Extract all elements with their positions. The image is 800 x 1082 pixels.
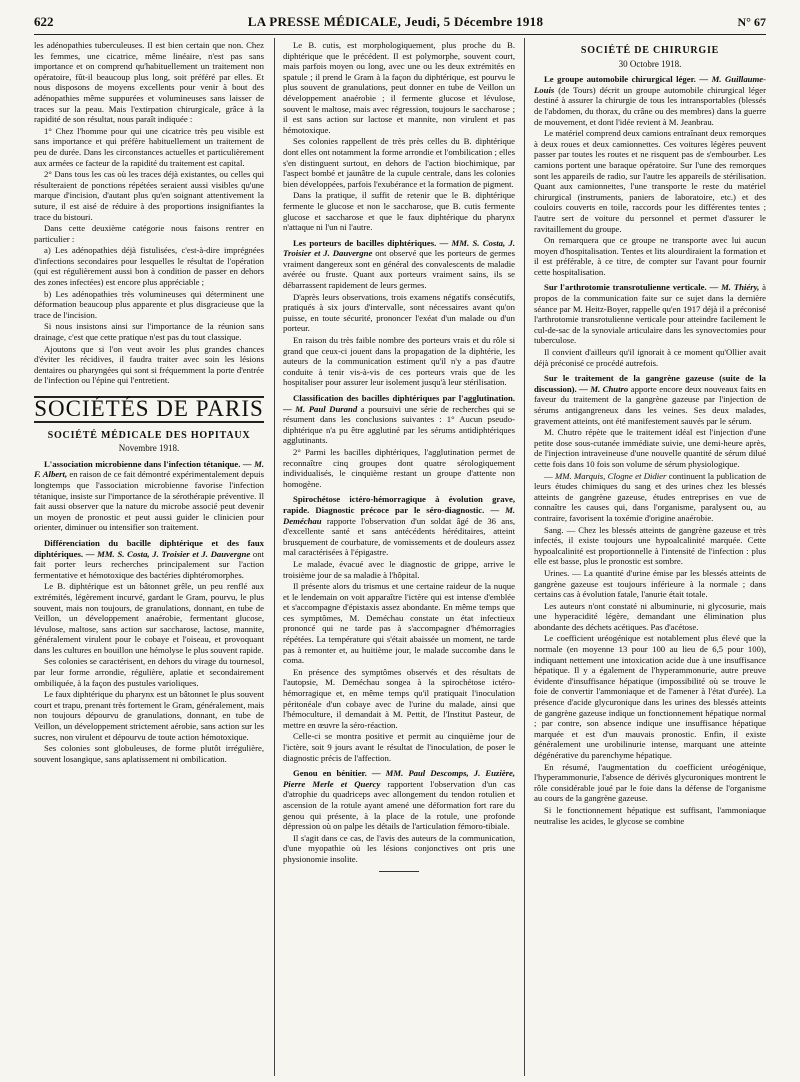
column-3 (534, 40, 766, 1076)
paragraph: Si nous insistons ainsi sur l'importance de la réunion sans drainage, c'est que cette pratique n'est pas du tout classique. (34, 321, 264, 343)
section-heading: SOCIÉTÉS DE PARIS (34, 396, 264, 421)
article-title: L'association microbienne dans l'infection tétanique. (44, 458, 241, 469)
column-2 (283, 40, 515, 1076)
society-title: SOCIÉTÉ MÉDICALE DES HOPITAUX (47, 429, 251, 441)
paragraph: 2° Parmi les bacilles diphtériques, l'agglutination permet de reconnaître cinq groupes dont quatre sérologiquement individualisés, le cinquième restant un groupe d'attente non homogène. (283, 446, 515, 489)
article-entry: Classification des bacilles diphtériques par l'agglutination. — M. Paul Durand a poursuivi une série de recherches qui se résument dans les conclusions suivantes : 1° Aucun pseudo-diphtérique n'a pu être agglutiné par les sérums antidiphtériques agglutinants. (283, 393, 515, 446)
paragraph: Sang. — Chez les blessés atteints de gangrène gazeuse et très infectés, il existe toujours une hypoalcalinité marquée. Cette hypoalcalinité est proportionnelle à l'intensité de l'infection : plus elle est basse, plus le pronostic est sombre. (534, 524, 766, 567)
paragraph: En présence des symptômes observés et des résultats de l'autopsie, M. Deméchau songea à la spirochétose ictéro-hémorragique et, en même temps qu'il pratiquait l'inoculation péritonéale d'un cobaye avec de l'urine du malade, ainsi que l'hémoculture, il demandait à M. Pettit, de l'Institut Pasteur, de mettre en œuvre la séro-réaction. (283, 666, 515, 730)
article-author: MM. S. Costa, J. Troisier et J. Dauvergne (283, 237, 515, 259)
article-entry: — MM. Marquis, Clogne et Didier continuent la publication de leurs études chimiques du sang et des urines chez les blessés atteints de gangrène gazeuse, études entreprises en vue de connaître les causes qui, dans l'organisme, paralysent ou, au contraire, favorisent la toxémie d'origine anaérobie. (534, 470, 766, 523)
paragraph: Le B. diphtérique est un bâtonnet grêle, un peu renflé aux extrémités, légèrement incurvé, gardant le Gram, pourvu, le plus souvent, mais non toujours, de granulations, donnant, en tube de Veillon, un développement anaérobie, fermentant glucose, lévulose, maltose, sans action sur saccharose, lactose, mannite, généralement virulent pour le cobaye et l'oiseau, et provoquant dans les cultures en bouillon une hémolyse le plus souvent rapide. (34, 581, 264, 655)
paragraph: Le coefficient uréogénique est notablement plus élevé que la normale (en moyenne 13 pour 100 au lieu de 6,5 pour 100), indiquant nettement une intoxication acide due à une insuffisance hépatique. Il y a également de l'hyperammonurie, autre preuve évidente d'insuffisance hépatique (impossibilité où se trouve le foie de convertir l'ammoniaque et de l'amener à l'état d'urée). La présence d'acide glycuronique dans les urines des blessés atteints de gangrène gazeuse indique un fonctionnement hépatique normal ; par contre, son absence indique une insuffisance hépatique marquée et est d'un mauvais pronostic. Enfin, il existe généralement une urobilinurie intense, marquant une atteinte dégénérative du parenchyme hépatique. (534, 633, 766, 760)
article-entry: Le groupe automobile chirurgical léger. — M. Guillaume-Louis (de Tours) décrit un groupe automobile chirurgical léger destiné à assurer la chirurgie de tous les intransportables (blessés de l'abdomen, du thorax, du crâne ou des membres) dans la guerre de mouvement, et dont l'idée revient à M. Jeanbrau. (534, 74, 766, 127)
article-text: apporte encore deux nouveaux faits en faveur du traitement de la gangrène gazeuse par l'injection de sérums antigangreneux dans les veines. Ses deux malades, gravement atteints, ont été manifestement sauvés par le sérum. (534, 383, 766, 426)
paragraph: Urines. — La quantité d'urine émise par les blessés atteints de gangrène gazeuse est toujours inférieure à la normale ; dans certains cas à évolution fatale, l'anurie était totale. (534, 567, 766, 600)
paragraph: 1° Chez l'homme pour qui une cicatrice très peu visible est sans importance et qui préfère habituellement un traitement de peu de durée. Dans les circonstances actuelles et particulièrement aux armées ce facteur de la rapidité du traitement est capital. (34, 125, 264, 168)
column-rule-1 (274, 38, 275, 1076)
society-title: SOCIÉTÉ DE CHIRURGIE (580, 45, 720, 56)
article-text: ont observé que les porteurs de germes vraiment dangereux sont en général des convalescents de maladie avérée ou fruste. Quant aux porteurs vraiment sains, ils se débarrassent rapidement de leurs germes. (283, 248, 515, 291)
article-author: M. Thiéry, (721, 282, 760, 293)
article-text: rapportent l'observation d'un cas d'atrophie du quadriceps avec allongement du tendon rotulien et ascension de la rotule ayant amené une déformation fort rare du genou qui présente, à la place de la rotule, une profonde dépression où on palpe les détails de l'articulation fémoro-tibiale. (283, 778, 515, 832)
paragraph: b) Les adénopathies très volumineuses qui déterminent une déformation beaucoup plus apparente et plus disgracieuse que la trace de l'incision. (34, 288, 264, 320)
column-rule-2 (524, 38, 525, 1076)
page-number: 622 (34, 14, 54, 29)
paragraph: 2° Dans tous les cas où les traces déjà existantes, ou celles qui résulteraient de ponctions répétées seraient aussi visibles qu'une marque d'incision, d'autant plus qu'en soignant attentivement la suture, il est aisé de réduire à des proportions insignifiantes la trace du bistouri. (34, 169, 264, 222)
article-entry: Les porteurs de bacilles diphtériques. — MM. S. Costa, J. Troisier et J. Dauvergne ont observé que les porteurs de germes vraiment dangereux sont en général des convalescents de maladie avérée ou fruste. Quant aux porteurs vraiment sains, ils se débarrassent rapidement de leurs germes. (283, 237, 515, 291)
article-text: ont fait porter leurs recherches principalement sur l'action fermentative et hémotoxique des bactéries diphtéromorphes. (34, 548, 264, 580)
article-entry: Sur l'arthrotomie transrotulienne verticale. — M. Thiéry, à propos de la communication faite sur ce sujet dans la dernière séance par M. Heitz-Boyer, rappelle qu'en 1917 déjà il a préconisé l'arthrotomie transrotulienne verticale pour atteindre facilement le cul-de-sac de la synoviale articulaire dans les synovectomies pour tuberculose. (534, 282, 766, 346)
article-text: rapporte l'observation d'un soldat âgé de 36 ans, d'excellente santé et sans antécédents héréditaires, atteint brusquement de courbature, de vomissements et de douleurs assez mal caractérisées à l'épigastre. (283, 515, 515, 558)
paragraph: D'après leurs observations, trois examens négatifs consécutifs, pratiqués à six jours d'intervalle, sont nécessaires avant qu'on puisse, en toute sécurité, prononcer l'exéat d'un malade ou d'un porteur. (283, 291, 515, 334)
paragraph: les adénopathies tuberculeuses. Il est bien certain que non. Chez les femmes, une cicatrice, même linéaire, n'est pas sans importance et on comprend qu'habituellement un traitement non opératoire, fût-il beaucoup plus long, soit préféré par elles. Et nous disposons de moyens excellents pour venir à bout des adénopathies même suppurées et volumineuses sans laisser de traces sur la peau. Mais l'extirpation chirurgicale, grâce à la rapidité de son résultat, nous paraît indiquée : (34, 40, 264, 125)
article-text: à propos de la communication faite sur ce sujet dans la dernière séance par M. Heitz-Boyer, rappelle qu'en 1917 déjà il a préconisé l'arthrotomie transrotulienne verticale pour atteindre facilement le cul-de-sac de la synoviale articulaire dans les synovectomies pour tuberculose. (534, 282, 766, 346)
article-author: M. Deméchau (283, 504, 515, 526)
paragraph: Dans la pratique, il suffit de retenir que le B. diphtérique fermente le glucose et non le saccharose, que B. cutis fermente glucose et saccharose et que le faux diphtérique du pharynx n'attaque ni l'un ni l'autre. (283, 190, 515, 233)
article-author: M. Chutro (590, 383, 629, 394)
article-text: (de Tours) décrit un groupe automobile chirurgical léger destiné à assurer la chirurgie de tous les intransportables (blessés de l'abdomen, du thorax, du crâne ou des membres) dans la guerre de mouvement, et dont l'idée revient à M. Jeanbrau. (534, 84, 766, 127)
paragraph: En résumé, l'augmentation du coefficient uréogénique, l'hyperammonurie, l'absence de dérivés glycuroniques montrent le rôle considérable joué par le foie dans la défense de l'organisme au cours de la gangrène gazeuse. (534, 761, 766, 804)
article-entry: Spirochétose ictéro-hémorragique à évolution grave, rapide. Diagnostic précoce par le séro-diagnostic. — M. Deméchau rapporte l'observation d'un soldat âgé de 36 ans, d'excellente santé et sans antécédents héréditaires, atteint brusquement de courbature, de vomissements et de douleurs assez mal caractérisées à l'épigastre. (283, 494, 515, 558)
paragraph: Ses colonies se caractérisent, en dehors du virage du tournesol, par leur forme arrondie, régulière, aplatie et secondairement ombiliquée, à la façon des pustules varioliques. (34, 656, 264, 688)
paragraph: a) Les adénopathies déjà fistulisées, c'est-à-dire imprégnées d'infections secondaires pour lesquelles le résultat de l'opération (qui est régulièrement aussi bon à condition de passer en dehors des zones infectées) est encore plus appréciable ; (34, 245, 264, 288)
article-title: Les porteurs de bacilles diphtériques. (293, 237, 437, 248)
paragraph: M. Chutro répète que le traitement idéal est l'injection d'une petite dose sous-cutanée immédiate suivie, une demi-heure après, de l'injection intraveineuse d'une nouvelle quantité de sérum dilué cette fois dans 10 fois son volume de sérum physiologique. (534, 427, 766, 469)
paragraph: Ses colonies sont globuleuses, de forme plutôt irrégulière, souvent losangique, sans aplatissement ni ombilication. (34, 743, 264, 764)
issue-number: N° 67 (737, 14, 766, 29)
article-title: Sur le traitement de la gangrène gazeuse (suite de la discussion). (534, 373, 766, 394)
article-text: en raison de ce fait démontré expérimentalement depuis longtemps que l'association microbienne favorise l'infection tétanique, insiste sur l'importance de la sérothérapie préventive. Il fait aussi observer que la nature du microbe associé peut devenir un moyen de pronostic et peut aussi guider le clinicien pour orienter, diminuer ou intensifier son traitement. (34, 469, 264, 533)
paragraph: Le B. cutis, est morphologiquement, plus proche du B. diphtérique que le précédent. Il est polymorphe, souvent court, mais parfois moyen ou long, avec une ou les deux extrémités en spatule ; il prend le Gram à la façon du diphtérique, est pourvu le plus souvent de granulations, peut donner en tube de Veillon un développement anaérobie ; il fermente glucose et lévulose, souvent le maltose, mais avec régression, toujours le saccharose ; il est sans action sur lactose et mannite, non virulent et pas hémotoxique. (283, 40, 515, 135)
article-entry: Genou en bénitier. — MM. Paul Descomps, J. Euzière, Pierre Merle et Quercy rapportent l'observation d'un cas d'atrophie du quadriceps avec allongement du tendon rotulien et ascension de la rotule ayant amené une déformation fort rare du genou qui présente, à la place de la rotule, une profonde dépression où on palpe les détails de l'articulation fémoro-tibiale. (283, 768, 515, 832)
column-1 (34, 40, 264, 1076)
article-author: M. F. Albert, (34, 458, 264, 480)
paragraph: On remarquera que ce groupe ne transporte avec lui aucun moyen d'hospitalisation. Tentes et lits alourdiraient la formation et il est préférable, à ce titre, de compter sur l'avant pour fournir cette hospitalisation. (534, 235, 766, 277)
article-author: MM. S. Costa, J. Troisier et J. Dauvergne (97, 548, 251, 559)
paragraph: Si le fonctionnement hépatique est suffisant, l'ammoniaque neutralise les acides, le glycose se combine (534, 804, 766, 826)
article-title: Genou en bénitier. (293, 768, 367, 779)
page-header (34, 10, 766, 35)
article-text: continuent la publication de leurs études chimiques du sang et des urines chez les blessés atteints de gangrène gazeuse, études entreprises en vue de connaître les causes qui, dans l'organisme, paralysent ou, au contraire, favorisent la toxémie d'origine anaérobie. (534, 470, 766, 523)
paragraph: Il présente alors du trismus et une certaine raideur de la nuque et le lendemain on voit apparaître l'ictère qui est intense d'emblée et s'accompagne d'épistaxis assez abondante. En même temps que ces symptômes, M. Deméchau constate un état infectieux prononcé qui ne tarde pas à s'accompagner d'hémorragies répétées. La température qui s'était abaissée un moment, ne tarde pas à remonter et, au huitième jour, le malade succombe dans le coma. (283, 581, 515, 666)
society-date: Novembre 1918. (118, 443, 180, 454)
article-title: Différenciation du bacille diphtérique et des faux diphtériques. (34, 537, 264, 559)
divider (379, 871, 419, 872)
paragraph: Ses colonies rappellent de très près celles du B. diphtérique dont elles ont notamment la forme arrondie et l'ombilication ; elles s'en distinguent surtout, en dehors de l'action biochimique, par l'aspect bombé et jaunâtre de la cupule centrale, dans les colonies bien développées, parfois l'exubérance et la formation de pigment. (283, 136, 515, 189)
article-author: M. Guillaume-Louis (534, 74, 766, 95)
article-author: M. Paul Durand (295, 403, 358, 414)
paragraph: Celle-ci se montra positive et permit au cinquième jour de l'ictère, soit 9 jours avant le résultat de l'inoculation, de poser le diagnostic précis de l'affection. (283, 731, 515, 763)
article-title: Sur l'arthrotomie transrotulienne verticale. (544, 282, 707, 293)
journal-title: LA PRESSE MÉDICALE, Jeudi, 5 Décembre 1918 (247, 14, 544, 29)
paragraph: Ajoutons que si l'on veut avoir les plus grandes chances d'éviter les récidives, il faudra traiter avec soin les lésions dentaires ou pharyngées qui sont si fréquemment la porte d'entrée de l'infection ou l'épine qui l'entretient. (34, 343, 264, 386)
article-text: a poursuivi une série de recherches qui se résument dans les conclusions suivantes : 1° Aucun pseudo-diphtérique n'a pu être agglutiné par les sérums antidiphtériques agglutinants. (283, 403, 515, 446)
paragraph: Il s'agit dans ce cas, de l'avis des auteurs de la communication, d'une myopathie où les lésions conjonctives ont pris une physionomie insolite. (283, 832, 515, 864)
paragraph: Les auteurs n'ont constaté ni albuminurie, ni glycosurie, mais une hyperacidité légère, demandant une élimination plus abondante des déchets acétiques. Pas d'acétose. (534, 600, 766, 632)
article-entry: Différenciation du bacille diphtérique et des faux diphtériques. — MM. S. Costa, J. Troisier et J. Dauvergne ont fait porter leurs recherches principalement sur l'action fermentative et hémotoxique des bactéries diphtéromorphes. (34, 537, 264, 580)
paragraph: Il convient d'ailleurs qu'il ignorait à ce moment qu'Ollier avait déjà préconisé ce procédé autrefois. (534, 347, 766, 368)
article-author: MM. Marquis, Clogne et Didier (555, 470, 667, 481)
paragraph: En raison du très faible nombre des porteurs vrais et du rôle si grand que ceux-ci jouent dans la propagation de la diphtérie, les auteurs de la communication estiment qu'il n'y a pas d'autre conduite à tenir vis-à-vis de ces porteurs vrais que de les hospitaliser pour assurer leur isolement jusqu'à leur stérilisation. (283, 335, 515, 388)
paragraph: Le malade, évacué avec le diagnostic de grippe, arrive le troisième jour de sa maladie à l'hôpital. (283, 558, 515, 580)
article-entry: Sur le traitement de la gangrène gazeuse (suite de la discussion). — M. Chutro apporte encore deux nouveaux faits en faveur du traitement de la gangrène gazeuse par l'injection de sérums antigangreneux dans les veines. Ses deux malades, gravement atteints, ont été manifestement sauvés par le sérum. (534, 373, 766, 426)
paragraph: Le matériel comprend deux camions entraînant deux remorques à deux roues et deux camionnettes. Ces voitures légères peuvent passer par toutes les routes et ne risquent pas de s'embourber. Les camions portent une baraque opératoire. Sur l'une des remorques sont les appareils de radio, sur l'autre les appareils de stérilisation. Quant aux camionnettes, l'une transporte le reste du matériel chirurgical (instruments, paniers de laboratoire, etc.) et des couloirs couverts en toile, raccords pour les différentes tentes ; l'autre sert de voiture du personnel et permet d'assurer le ravitaillement du groupe. (534, 128, 766, 234)
article-title: Classification des bacilles diphtériques par l'agglutination. (293, 393, 515, 403)
paragraph: Dans cette deuxième catégorie nous faisons rentrer en particulier : (34, 223, 264, 244)
society-date: 30 Octobre 1918. (618, 58, 682, 69)
article-title: Le groupe automobile chirurgical léger. (544, 74, 696, 85)
article-title: Spirochétose ictéro-hémorragique à évolution grave, rapide. Diagnostic précoce par le séro-diagnostic. (283, 494, 515, 515)
paragraph: Le faux diphtérique du pharynx est un bâtonnet le plus souvent court et trapu, prenant très fortement le Gram, généralement, mais non toujours dépourvu de granulations, donnant, en tube de Veillon, un développement strictement aérobie, sans action sur les sucres, non virulent et dépourvu de toute action hémotoxique. (34, 689, 264, 742)
article-author: MM. Paul Descomps, J. Euzière, Pierre Merle et Quercy (283, 768, 515, 789)
article-entry: L'association microbienne dans l'infection tétanique. — M. F. Albert, en raison de ce fait démontré expérimentalement depuis longtemps que l'association microbienne favorise l'infection tétanique, insiste sur l'importance de la sérothérapie préventive. Il fait aussi observer que la nature du microbe associé peut devenir un moyen de pronostic et peut aussi guider le clinicien pour orienter, diminuer ou intensifier son traitement. (34, 458, 264, 533)
